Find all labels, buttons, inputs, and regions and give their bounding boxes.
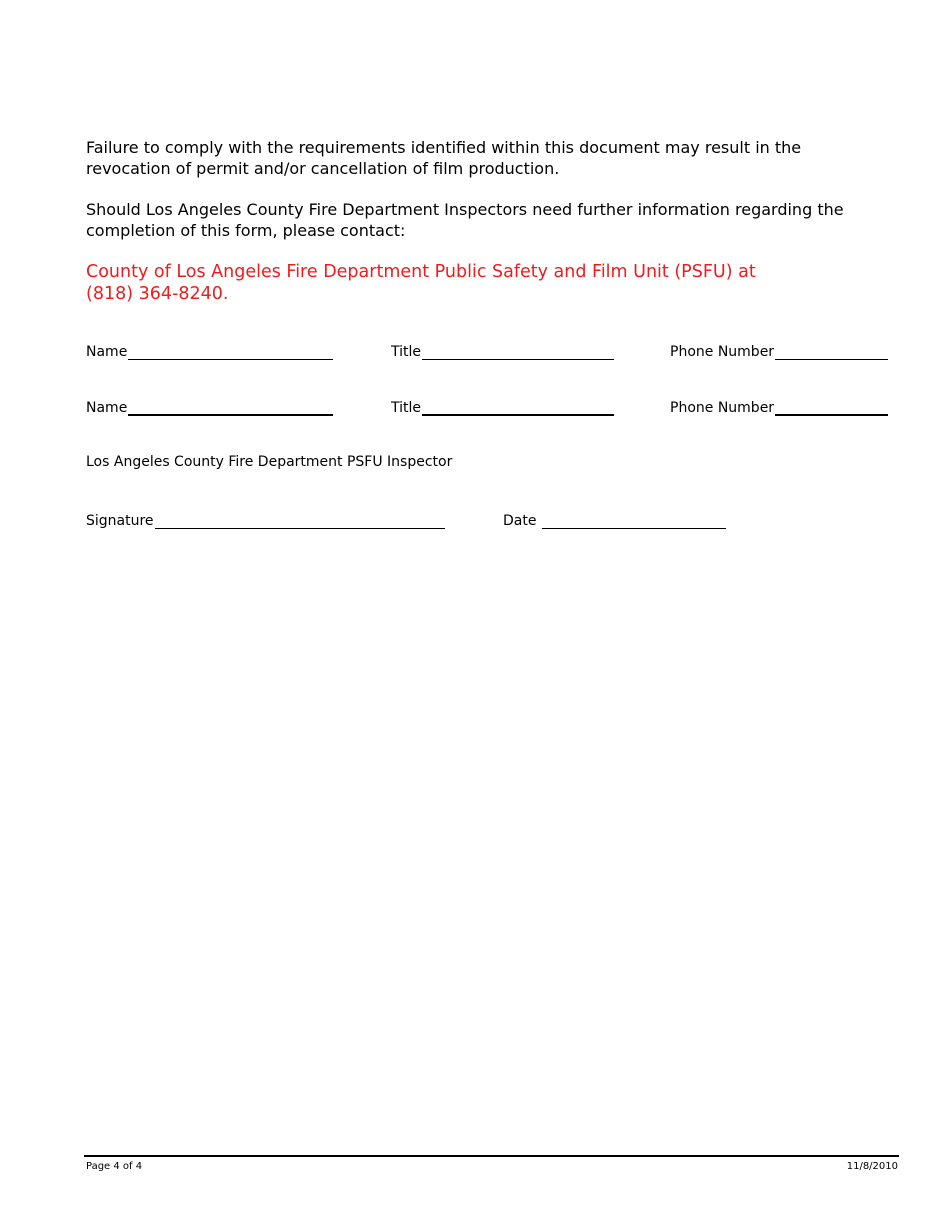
title-field-1 bbox=[391, 340, 614, 360]
phone-input-line[interactable] bbox=[775, 398, 888, 416]
compliance-notice: Failure to comply with the requirements identified within this document may result in the revocation of permit and/or cancellation of film production. bbox=[86, 138, 802, 178]
name-input-line[interactable] bbox=[128, 343, 333, 360]
inspector-label: Los Angeles County Fire Department PSFU Inspector bbox=[86, 454, 453, 470]
contact-instructions: Should Los Angeles County Fire Department Inspectors need further information regarding the completion of this form, please contact: bbox=[86, 200, 844, 240]
title-label: Title bbox=[391, 344, 422, 360]
date-input-line[interactable] bbox=[542, 512, 726, 529]
signature-row bbox=[0, 509, 950, 533]
name-label: Name bbox=[86, 400, 128, 416]
name-field-1 bbox=[86, 340, 333, 360]
psfu-contact bbox=[86, 261, 886, 305]
title-field-2 bbox=[391, 396, 614, 416]
name-input-line[interactable] bbox=[128, 398, 333, 416]
phone-field-1 bbox=[670, 340, 888, 360]
signature-label: Signature bbox=[86, 513, 154, 529]
phone-input-line[interactable] bbox=[775, 343, 888, 360]
phone-field-2 bbox=[670, 396, 888, 416]
title-input-line[interactable] bbox=[422, 398, 614, 416]
signature-input-line[interactable] bbox=[155, 512, 445, 529]
name-label: Name bbox=[86, 344, 128, 360]
title-label: Title bbox=[391, 400, 422, 416]
phone-label: Phone Number bbox=[670, 400, 775, 416]
phone-label: Phone Number bbox=[670, 344, 775, 360]
signature-field bbox=[86, 509, 445, 529]
name-field-2 bbox=[86, 396, 333, 416]
psfu-contact-phone: (818) 364-8240. bbox=[86, 284, 229, 304]
date-field bbox=[503, 509, 726, 529]
contact-row-2 bbox=[0, 396, 950, 420]
revision-date: 11/8/2010 bbox=[846, 1161, 898, 1172]
date-label: Date bbox=[503, 513, 537, 529]
contact-row-1 bbox=[0, 340, 950, 364]
page-number: Page 4 of 4 bbox=[86, 1161, 143, 1172]
title-input-line[interactable] bbox=[422, 343, 614, 360]
footer-rule bbox=[84, 1155, 899, 1157]
psfu-contact-line-1: County of Los Angeles Fire Department Public Safety and Film Unit (PSFU) at bbox=[86, 262, 756, 282]
